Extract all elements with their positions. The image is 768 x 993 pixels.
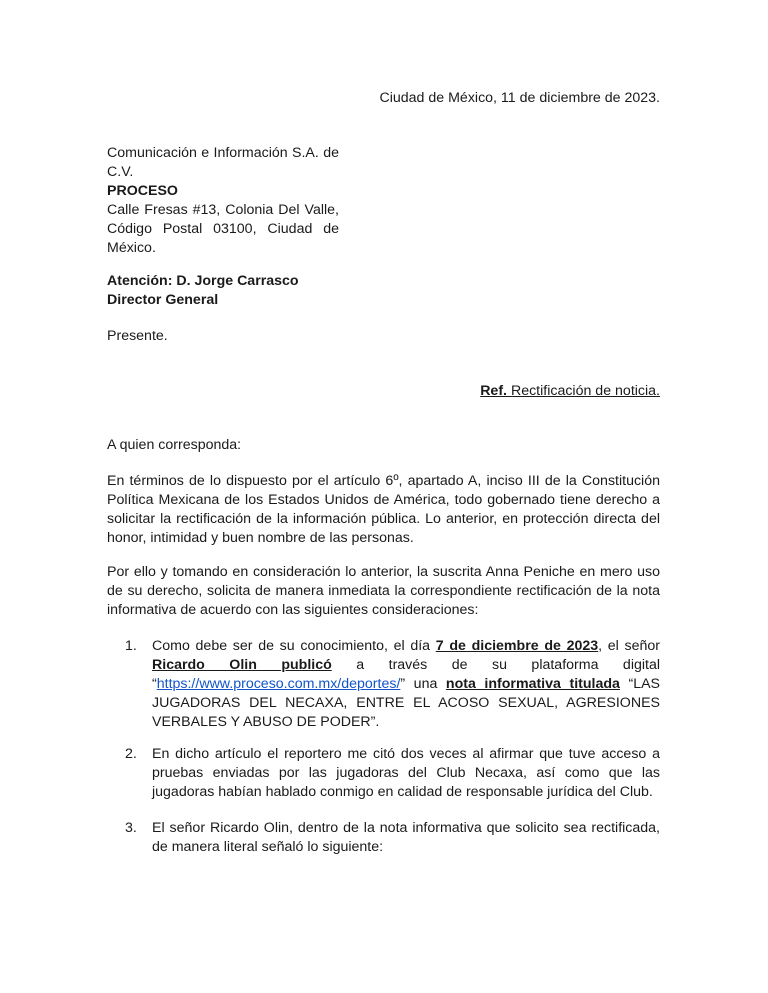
list-number: 3. xyxy=(125,820,137,836)
paragraph-constitution: En términos de lo dispuesto por el artículo 6º, apartado A, inciso III de la Constitución Política Mexicana de los Estados Unidos de América, todo gobernado tiene derecho a solicitar la rectificación de la información pública. Lo anterior, en protección directa del honor, intimidad y buen nombre de las personas. xyxy=(107,473,660,546)
recipient-brand: PROCESO xyxy=(107,183,178,199)
reference-label: Ref. xyxy=(480,383,507,399)
recipient-company: Comunicación e Información S.A. de C.V. xyxy=(107,145,339,180)
date-line: Ciudad de México, 11 de diciembre de 2023. xyxy=(379,90,660,106)
list-number: 2. xyxy=(125,746,137,762)
list-item-text: En dicho artículo el reportero me citó dos veces al afirmar que tuve acceso a pruebas enviadas por las jugadoras del Club Necaxa, así como que las jugadoras habían hablado conmigo en calidad de responsable jurídica del Club. xyxy=(152,746,660,800)
list-item-text: El señor Ricardo Olin, dentro de la nota informativa que solicito sea rectificada, de manera literal señaló lo siguiente: xyxy=(152,820,660,855)
attention-title: Director General xyxy=(107,292,219,308)
publication-date: 7 de diciembre de 2023 xyxy=(435,638,599,654)
paragraph-request: Por ello y tomando en consideración lo anterior, la suscrita Anna Peniche en mero uso de su derecho, solicita de manera inmediata la correspondiente rectificación de la nota informativa de acuerdo con las siguientes consideraciones: xyxy=(107,564,660,618)
reporter-name: Ricardo Olin publicó xyxy=(152,657,332,673)
proceso-link[interactable]: https://www.proceso.com.mx/deportes/ xyxy=(156,676,401,692)
recipient-address: Calle Fresas #13, Colonia Del Valle, Código Postal 03100, Ciudad de México. xyxy=(107,202,339,256)
list-item-text: Como debe ser de su conocimiento, el día 7 de diciembre de 2023, el señor Ricardo Olin publicó a través de su plataforma digital “https://www.proceso.com.mx/deportes/” una nota informativa titulada “LAS JUGADORAS DEL NECAXA, ENTRE EL ACOSO SEXUAL, AGRESIONES VERBALES Y ABUSO DE PODER”. xyxy=(152,638,661,730)
considerations-list xyxy=(107,0,660,993)
attention-name: Atención: D. Jorge Carrasco xyxy=(107,273,299,289)
reference-text: Rectificación de noticia. xyxy=(507,383,660,399)
note-title-label: nota informativa titulada xyxy=(445,676,620,692)
list-number: 1. xyxy=(125,638,137,654)
salutation: A quien corresponda: xyxy=(107,437,242,453)
presente: Presente. xyxy=(107,328,168,344)
